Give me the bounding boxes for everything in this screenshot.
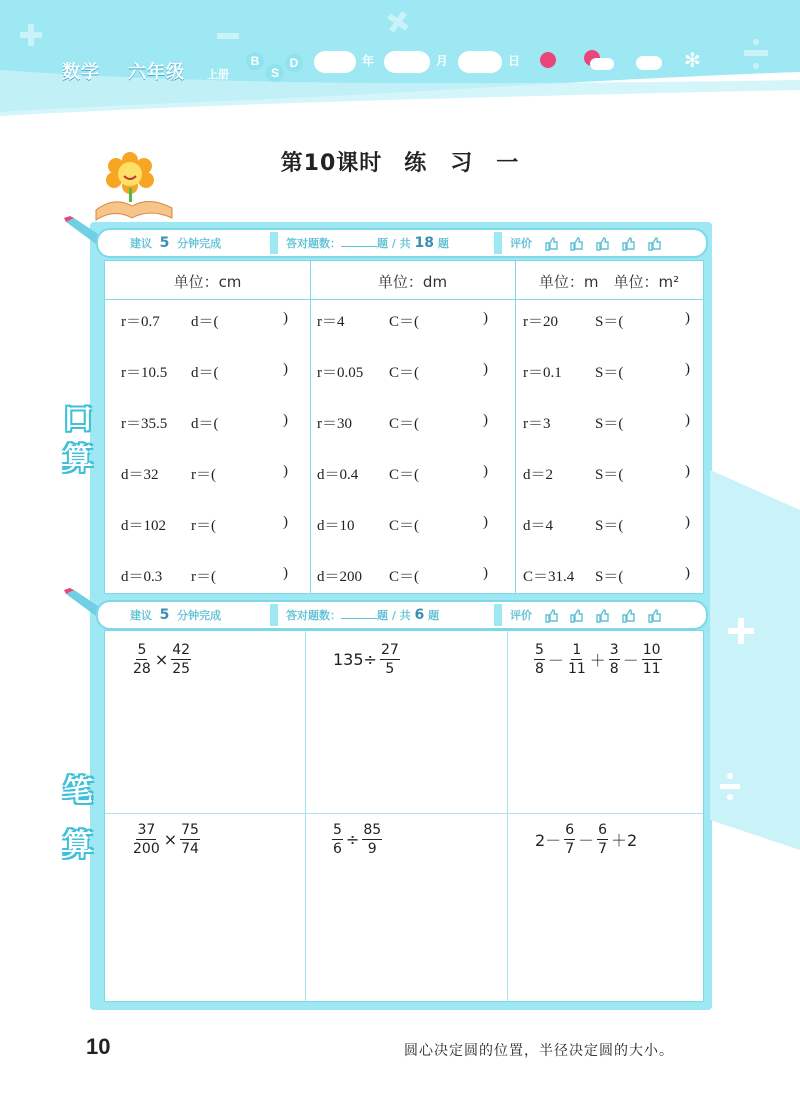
snow-weather-icon[interactable]: ✻ [684, 48, 701, 72]
answer-prompt[interactable]: C＝( [389, 365, 420, 381]
written-problem [131, 643, 192, 676]
answer-prompt[interactable]: r＝( [191, 467, 216, 483]
column-header-dm: 单位：dm [377, 273, 448, 291]
written-problem [533, 823, 639, 856]
written-info-strip [96, 600, 708, 630]
answer-prompt[interactable]: C＝( [389, 569, 420, 585]
answer-close-paren: ) [283, 310, 288, 326]
fraction [564, 823, 575, 856]
column-header-m: 单位：m 单位：m² [538, 273, 680, 291]
given-value: r＝0.05 [317, 365, 364, 381]
answer-close-paren: ) [283, 463, 288, 479]
thumb-rating-icon[interactable] [595, 237, 609, 251]
denominator: 11 [567, 661, 586, 677]
answer-close-paren: ) [685, 412, 690, 428]
answer-close-paren: ) [685, 361, 690, 377]
given-value: d＝32 [121, 467, 159, 483]
denominator: 7 [598, 841, 608, 857]
fraction [362, 823, 382, 856]
given-value: d＝0.3 [121, 569, 163, 585]
answer-prompt[interactable]: r＝( [191, 518, 216, 534]
fraction [171, 643, 191, 676]
written-problem [533, 643, 663, 676]
volume-label: 上册 [207, 68, 229, 81]
answer-close-paren: ) [685, 565, 690, 581]
answer-close-paren: ) [483, 565, 488, 581]
answer-close-paren: ) [283, 514, 288, 530]
fraction [332, 823, 343, 856]
publisher-letter-b: B [246, 52, 264, 70]
month-field[interactable] [384, 51, 430, 73]
fraction [597, 823, 608, 856]
thumb-rating-icon[interactable] [544, 609, 558, 623]
numerator: 10 [642, 642, 661, 658]
fraction [132, 643, 152, 676]
given-value: d＝2 [523, 467, 554, 483]
numerator: 42 [172, 642, 191, 658]
answer-close-paren: ) [483, 310, 488, 326]
correct-count: 答对题数： 题 / 共 18 题 [286, 235, 449, 251]
answer-prompt[interactable]: S＝( [595, 467, 624, 483]
rain-weather-icon[interactable] [636, 56, 662, 70]
answer-prompt[interactable]: S＝( [595, 518, 624, 534]
grade-label: 六年级 [128, 62, 185, 83]
month-label: 月 [436, 54, 449, 68]
operator: － [547, 651, 564, 670]
given-value: r＝4 [317, 314, 345, 330]
thumb-rating-icon[interactable] [647, 237, 661, 251]
given-value: r＝0.1 [523, 365, 562, 381]
answer-prompt[interactable]: C＝( [389, 314, 420, 330]
cloud-weather-icon [590, 58, 614, 70]
numerator: 27 [380, 642, 399, 658]
given-value: d＝200 [317, 569, 363, 585]
suggest-time: 建议 5 分钟完成 [130, 235, 222, 251]
answer-close-paren: ) [483, 514, 488, 530]
answer-close-paren: ) [283, 361, 288, 377]
given-value: r＝30 [317, 416, 352, 432]
written-problem [331, 823, 383, 856]
denominator: 8 [609, 661, 619, 677]
answer-prompt[interactable]: r＝( [191, 569, 216, 585]
answer-prompt[interactable]: S＝( [595, 569, 624, 585]
operator: 2－ [535, 831, 562, 850]
denominator: 7 [565, 841, 575, 857]
denominator: 25 [172, 661, 191, 677]
written-problem [331, 643, 401, 676]
given-value: d＝4 [523, 518, 554, 534]
numerator: 5 [535, 642, 544, 658]
operator: － [578, 831, 595, 850]
denominator: 200 [133, 841, 160, 857]
given-value: d＝10 [317, 518, 355, 534]
answer-close-paren: ) [685, 463, 690, 479]
numerator: 37 [137, 822, 156, 838]
answer-prompt[interactable]: d＝( [191, 416, 219, 432]
suggest-time: 建议 5 分钟完成 [130, 607, 222, 623]
answer-close-paren: ) [483, 463, 488, 479]
correct-count-field[interactable] [341, 608, 377, 619]
fraction [180, 823, 200, 856]
answer-close-paren: ) [483, 361, 488, 377]
numerator: 3 [609, 642, 619, 658]
answer-close-paren: ) [483, 412, 488, 428]
given-value: r＝10.5 [121, 365, 168, 381]
day-field[interactable] [458, 51, 502, 73]
fraction [534, 643, 545, 676]
denominator: 11 [642, 661, 661, 677]
given-value: C＝31.4 [523, 569, 575, 585]
oral-section-label: 口 算 [63, 402, 93, 477]
fraction [380, 643, 400, 676]
answer-prompt[interactable]: C＝( [389, 416, 420, 432]
footer-tip: 圆心决定圆的位置，半径决定圆的大小。 [404, 1043, 674, 1059]
numerator: 5 [137, 642, 147, 658]
day-label: 日 [508, 54, 521, 68]
thumb-rating-icon[interactable] [621, 609, 635, 623]
given-value: d＝102 [121, 518, 167, 534]
publisher-letter-s: S [266, 64, 284, 82]
answer-prompt[interactable]: S＝( [595, 314, 624, 330]
oral-info-strip [96, 228, 708, 258]
denominator: 74 [181, 841, 199, 857]
year-label: 年 [362, 54, 375, 68]
given-value: d＝0.4 [317, 467, 359, 483]
answer-close-paren: ) [283, 565, 288, 581]
denominator: 9 [367, 841, 377, 857]
rating: 评价 [510, 235, 669, 251]
answer-prompt[interactable]: d＝( [191, 365, 219, 381]
lesson-name: 练 习 一 [404, 151, 520, 176]
fraction [132, 823, 161, 856]
fraction [567, 643, 587, 676]
numerator: 6 [565, 822, 575, 838]
numerator: 75 [181, 822, 199, 838]
answer-prompt[interactable]: C＝( [389, 467, 420, 483]
denominator: 5 [385, 661, 395, 677]
lesson-number: 第10课时 [280, 151, 383, 176]
answer-prompt[interactable]: S＝( [595, 365, 624, 381]
oral-calc-table [104, 260, 704, 594]
page-number: 10 [86, 1034, 111, 1059]
thumb-rating-icon[interactable] [621, 237, 635, 251]
operator: × [154, 650, 169, 669]
publisher-letter-d: D [285, 54, 303, 72]
fraction [642, 643, 662, 676]
answer-close-paren: ) [685, 514, 690, 530]
operator: 135÷ [333, 650, 377, 669]
given-value: r＝35.5 [121, 416, 168, 432]
correct-count-field[interactable] [341, 236, 377, 247]
thumb-rating-icon[interactable] [544, 237, 558, 251]
given-value: r＝20 [523, 314, 558, 330]
given-value: r＝0.7 [121, 314, 160, 330]
thumb-rating-icon[interactable] [595, 609, 609, 623]
column-header-cm: 单位：cm [173, 273, 242, 291]
numerator: 5 [333, 822, 342, 838]
header-banner [0, 0, 800, 120]
denominator: 28 [133, 661, 151, 677]
thumb-rating-icon[interactable] [647, 609, 661, 623]
right-decoration [700, 470, 800, 870]
thumb-rating-icon[interactable] [569, 609, 583, 623]
subject-label: 数学 [62, 62, 100, 83]
written-calc-grid [104, 630, 704, 1002]
rating: 评价 [510, 607, 669, 623]
numerator: 1 [572, 642, 582, 658]
denominator: 8 [535, 661, 544, 677]
fraction [609, 643, 620, 676]
thumb-rating-icon[interactable] [569, 237, 583, 251]
sun-weather-icon[interactable] [540, 52, 556, 68]
operator: ÷ [345, 830, 360, 849]
answer-prompt[interactable]: S＝( [595, 416, 624, 432]
operator: ＋2 [611, 831, 638, 850]
flower-book-illustration [92, 150, 180, 224]
operator: ＋ [589, 651, 606, 670]
answer-close-paren: ) [283, 412, 288, 428]
operator: － [622, 651, 639, 670]
given-value: r＝3 [523, 416, 551, 432]
written-section-label: 笔 算 [63, 774, 93, 863]
numerator: 6 [598, 822, 608, 838]
answer-prompt[interactable]: C＝( [389, 518, 420, 534]
correct-count: 答对题数： 题 / 共 6 题 [286, 607, 440, 623]
answer-close-paren: ) [685, 310, 690, 326]
numerator: 85 [363, 822, 382, 838]
denominator: 6 [333, 841, 342, 857]
written-problem [131, 823, 201, 856]
operator: × [163, 830, 178, 849]
answer-prompt[interactable]: d＝( [191, 314, 219, 330]
year-field[interactable] [314, 51, 356, 73]
